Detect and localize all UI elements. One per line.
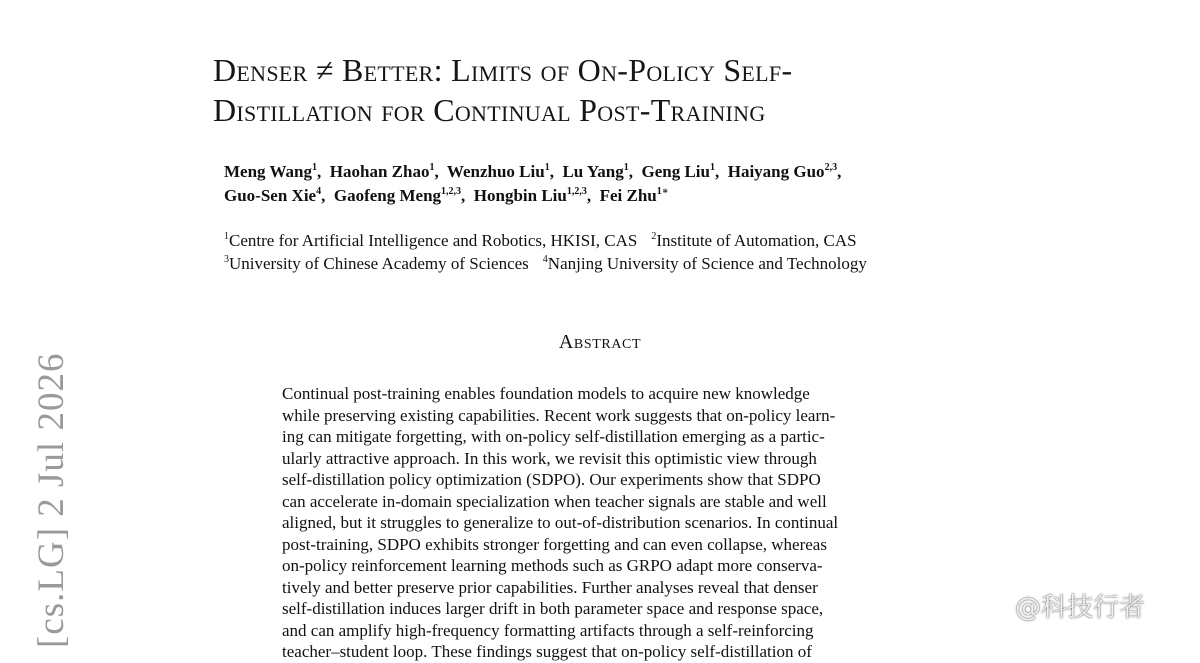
author-affiliation-marker: 1∗ xyxy=(656,186,669,197)
abstract-line: teacher–student loop. These findings suggest that on-policy self-distillation of xyxy=(282,642,812,661)
author-line: Guo-Sen Xie$^4$, Gaofeng Meng$^{1,2,3}$, Hongbin Liu$^{1,2,3}$, Fei Zhu$^{1∗}$ xyxy=(224,186,669,205)
abstract-line: Continual post-training enables foundation models to acquire new knowledge xyxy=(282,384,810,403)
author-name xyxy=(224,186,321,205)
author-name xyxy=(600,186,669,205)
watermark-text: @科技行者 xyxy=(1015,593,1146,623)
affiliation-marker: 1 xyxy=(224,231,229,242)
author-name-text: Gaofeng Meng xyxy=(333,186,442,205)
abstract-line: on-policy reinforcement learning methods such as GRPO adapt more conserva- xyxy=(282,556,823,575)
author-name-text: Meng Wang xyxy=(224,162,313,181)
abstract-line: tively and better preserve prior capabilities. Further analyses reveal that denser xyxy=(282,577,818,597)
abstract-line: post-training, SDPO exhibits stronger forgetting and can even collapse, whereas xyxy=(282,534,827,554)
author-name xyxy=(474,186,587,205)
abstract-heading: Abstract xyxy=(558,331,642,353)
watermark xyxy=(987,587,1145,624)
author-name-text: Haiyang Guo xyxy=(727,162,825,181)
author-name xyxy=(447,162,550,181)
author-line: Meng Wang$^1$, Haohan Zhao$^1$, Wenzhuo Liu$^1$, Lu Yang$^1$, Geng Liu$^1$, Haiyang Guo$^{2,3}$, xyxy=(224,162,842,181)
abstract-line: can accelerate in-domain specialization when teacher signals are stable and well xyxy=(282,491,827,511)
author-affiliation-marker: 4 xyxy=(316,186,322,197)
abstract-line: ing can mitigate forgetting, with on-policy self-distillation emerging as a partic- xyxy=(282,427,825,446)
author-name-text: Haohan Zhao xyxy=(329,162,430,181)
author-name-text: Geng Liu xyxy=(641,162,710,181)
author-name-text: Fei Zhu xyxy=(599,186,657,205)
abstract-line: ularly attractive approach. In this work, we revisit this optimistic view through xyxy=(282,448,817,468)
author-name xyxy=(224,162,317,181)
abstract-line: and can amplify high-frequency formatting artifacts through a self-reinforcing xyxy=(282,620,814,640)
abstract-line: while preserving existing capabilities. Recent work suggests that on-policy learn- xyxy=(282,405,836,425)
author-name-text: Lu Yang xyxy=(562,162,624,181)
affiliation-text: Nanjing University of Science and Technology xyxy=(547,254,867,273)
affiliation-marker: 2 xyxy=(651,231,657,242)
paper-title xyxy=(213,50,1013,130)
author-name xyxy=(562,162,628,181)
author-affiliation-marker: 1 xyxy=(429,162,435,173)
author-affiliation-marker: 1 xyxy=(623,162,629,173)
affiliation-line xyxy=(224,229,1024,252)
author-name-text: Hongbin Liu xyxy=(473,186,567,205)
arxiv-stamp: [cs.LG] 2 Jul 2026 xyxy=(31,352,72,648)
author-name xyxy=(334,186,461,205)
author-list xyxy=(224,160,1024,208)
affiliation-line xyxy=(224,252,1024,275)
author-name-text: Guo-Sen Xie xyxy=(224,186,317,205)
abstract-line: aligned, but it struggles to generalize to out-of-distribution scenarios. In continual xyxy=(282,513,839,532)
author-affiliation-marker: 1,2,3 xyxy=(566,186,587,197)
affiliations xyxy=(224,229,1024,275)
author-name-text: Wenzhuo Liu xyxy=(446,162,545,181)
weibo-logo-icon xyxy=(987,596,1013,618)
author-affiliation-marker: 1 xyxy=(709,162,715,173)
author-affiliation-marker: 1 xyxy=(312,162,318,173)
author-affiliation-marker: 1 xyxy=(544,162,550,173)
affiliation-marker: 4 xyxy=(542,254,548,265)
author-affiliation-marker: 2,3 xyxy=(824,162,838,173)
author-affiliation-marker: 1,2,3 xyxy=(441,186,462,197)
abstract-line: self-distillation policy optimization (SDPO). Our experiments show that SDPO xyxy=(282,470,821,489)
paper-title-line-2: Distillation for Continual Post-Training xyxy=(213,92,766,128)
abstract-body xyxy=(282,383,918,663)
affiliation-text: Institute of Automation, CAS xyxy=(656,231,857,250)
author-name xyxy=(728,162,837,181)
author-name xyxy=(641,162,715,181)
affiliation-marker: 3 xyxy=(224,254,229,265)
author-name xyxy=(330,162,435,181)
affiliation-text: Centre for Artificial Intelligence and Robotics, HKISI, CAS xyxy=(229,231,638,250)
abstract-line: self-distillation induces larger drift in both parameter space and response space, xyxy=(282,599,824,618)
affiliation-text: University of Chinese Academy of Sciences xyxy=(229,254,529,273)
paper-title-line-1: Denser ≠ Better: Limits of On-Policy Self- xyxy=(213,52,793,88)
